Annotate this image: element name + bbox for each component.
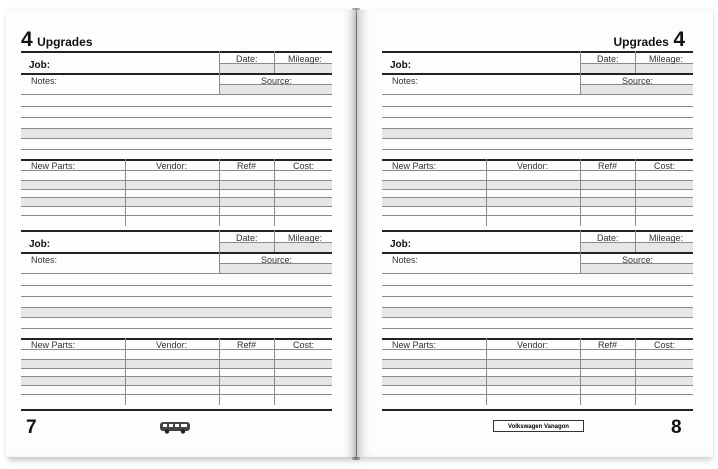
chapter-number: 4: [673, 28, 685, 51]
ref-column-line: [580, 159, 581, 226]
source-value-field: [219, 85, 332, 94]
notes-line: [382, 273, 693, 274]
date-label: Date:: [236, 233, 258, 243]
notes-line: [382, 106, 693, 107]
date-value-field: [580, 243, 693, 252]
notes-line: [21, 106, 332, 107]
notes-band: [21, 128, 332, 138]
cost-column-line: [635, 338, 636, 405]
vendor-column-line: [486, 338, 487, 405]
notes-label: Notes:: [31, 255, 58, 265]
job-label: Job:: [390, 60, 412, 71]
notes-top-rule: [382, 252, 693, 254]
parts-line: [382, 376, 693, 377]
parts-line: [21, 215, 332, 216]
parts-band: [21, 376, 332, 385]
notes-line: [382, 296, 693, 297]
notes-line: [382, 317, 693, 318]
job-top-rule: [21, 51, 332, 53]
mileage-label: Mileage:: [649, 54, 684, 64]
source-value-field: [580, 264, 693, 273]
source-label: Source:: [261, 255, 293, 265]
parts-band: [382, 180, 693, 189]
cost-label: Cost:: [293, 340, 315, 350]
job-record-2: [21, 230, 332, 407]
parts-line: [382, 394, 693, 395]
notes-label: Notes:: [392, 255, 419, 265]
vendor-label: Vendor:: [156, 340, 188, 350]
notes-line: [382, 149, 693, 150]
source-value-field: [580, 85, 693, 94]
notes-line: [21, 285, 332, 286]
left-page: [6, 10, 356, 457]
notes-line: [21, 138, 332, 139]
notes-label: Notes:: [392, 76, 419, 86]
chapter-number: 4: [21, 28, 33, 51]
parts-line: [382, 359, 693, 360]
vendor-column-line: [125, 159, 126, 226]
notes-line: [21, 273, 332, 274]
notes-line: [21, 296, 332, 297]
job-top-rule: [382, 51, 693, 53]
parts-line: [21, 368, 332, 369]
notes-line: [382, 94, 693, 95]
parts-line: [21, 385, 332, 386]
chapter-header: [614, 28, 686, 52]
notes-line: [21, 149, 332, 150]
notes-line: [382, 307, 693, 308]
notes-top-rule: [382, 73, 693, 75]
notes-line: [382, 138, 693, 139]
chapter-title: Upgrades: [37, 35, 93, 49]
notes-line: [21, 94, 332, 95]
notes-band: [21, 307, 332, 317]
parts-line: [382, 189, 693, 190]
notes-line: [21, 317, 332, 318]
job-record-1: [382, 51, 693, 228]
cost-label: Cost:: [293, 161, 315, 171]
notes-line: [382, 117, 693, 118]
source-label: Source:: [622, 255, 654, 265]
parts-line: [382, 180, 693, 181]
source-label: Source:: [261, 76, 293, 86]
date-column-line: [580, 230, 581, 273]
parts-line: [21, 376, 332, 377]
notes-top-rule: [21, 252, 332, 254]
mileage-label: Mileage:: [288, 54, 323, 64]
job-top-rule: [21, 230, 332, 232]
parts-line: [21, 359, 332, 360]
date-label: Date:: [236, 54, 258, 64]
cost-label: Cost:: [654, 161, 676, 171]
ref-column-line: [580, 338, 581, 405]
ref-column-line: [219, 159, 220, 226]
parts-band: [382, 197, 693, 206]
vendor-label: Vendor:: [517, 161, 549, 171]
vendor-label: Vendor:: [156, 161, 188, 171]
page-number: 7: [26, 417, 37, 438]
job-record-2: [382, 230, 693, 407]
notes-line: [21, 117, 332, 118]
parts-band: [382, 359, 693, 368]
notes-line: [382, 128, 693, 129]
cost-column-line: [635, 159, 636, 226]
ref-label: Ref#: [598, 161, 618, 171]
cost-column-line: [274, 338, 275, 405]
mileage-column-line: [635, 51, 636, 73]
vendor-column-line: [486, 159, 487, 226]
date-value-field: [219, 243, 332, 252]
date-column-line: [580, 51, 581, 94]
page-number: 8: [671, 417, 682, 438]
parts-line: [21, 206, 332, 207]
vendor-column-line: [125, 338, 126, 405]
van-icon: [159, 420, 191, 434]
job-top-rule: [382, 230, 693, 232]
notes-top-rule: [21, 73, 332, 75]
notes-band: [382, 128, 693, 138]
parts-band: [21, 359, 332, 368]
footer-rule: [21, 409, 332, 411]
notes-line: [21, 128, 332, 129]
parts-line: [382, 368, 693, 369]
brand-label: Volkswagen Vanagon: [493, 420, 584, 432]
parts-line: [21, 394, 332, 395]
notes-line: [382, 285, 693, 286]
notes-line: [21, 307, 332, 308]
new-parts-label: New Parts:: [392, 161, 437, 171]
job-label: Job:: [29, 60, 51, 71]
mileage-column-line: [635, 230, 636, 252]
date-label: Date:: [597, 233, 619, 243]
parts-band: [382, 376, 693, 385]
mileage-label: Mileage:: [288, 233, 323, 243]
parts-line: [21, 197, 332, 198]
parts-band: [21, 197, 332, 206]
notes-band: [382, 307, 693, 317]
notes-line: [21, 328, 332, 329]
parts-line: [382, 197, 693, 198]
source-value-field: [219, 264, 332, 273]
job-label: Job:: [29, 239, 51, 250]
parts-line: [382, 385, 693, 386]
cost-column-line: [274, 159, 275, 226]
parts-line: [21, 180, 332, 181]
mileage-column-line: [274, 51, 275, 73]
source-label: Source:: [622, 76, 654, 86]
cost-label: Cost:: [654, 340, 676, 350]
right-page: [357, 10, 713, 457]
parts-line: [382, 206, 693, 207]
job-record-1: [21, 51, 332, 228]
parts-band: [21, 180, 332, 189]
new-parts-label: New Parts:: [31, 161, 76, 171]
new-parts-label: New Parts:: [392, 340, 437, 350]
chapter-title: Upgrades: [613, 35, 669, 49]
date-value-field: [219, 64, 332, 73]
date-value-field: [580, 64, 693, 73]
new-parts-label: New Parts:: [31, 340, 76, 350]
vendor-label: Vendor:: [517, 340, 549, 350]
notes-line: [382, 328, 693, 329]
notes-label: Notes:: [31, 76, 58, 86]
ref-label: Ref#: [237, 340, 257, 350]
mileage-column-line: [274, 230, 275, 252]
ref-label: Ref#: [237, 161, 257, 171]
mileage-label: Mileage:: [649, 233, 684, 243]
ref-column-line: [219, 338, 220, 405]
parts-line: [21, 189, 332, 190]
ref-label: Ref#: [598, 340, 618, 350]
date-column-line: [219, 230, 220, 273]
job-label: Job:: [390, 239, 412, 250]
date-label: Date:: [597, 54, 619, 64]
chapter-header: [21, 28, 93, 52]
parts-line: [382, 215, 693, 216]
footer-rule: [382, 409, 693, 411]
date-column-line: [219, 51, 220, 94]
